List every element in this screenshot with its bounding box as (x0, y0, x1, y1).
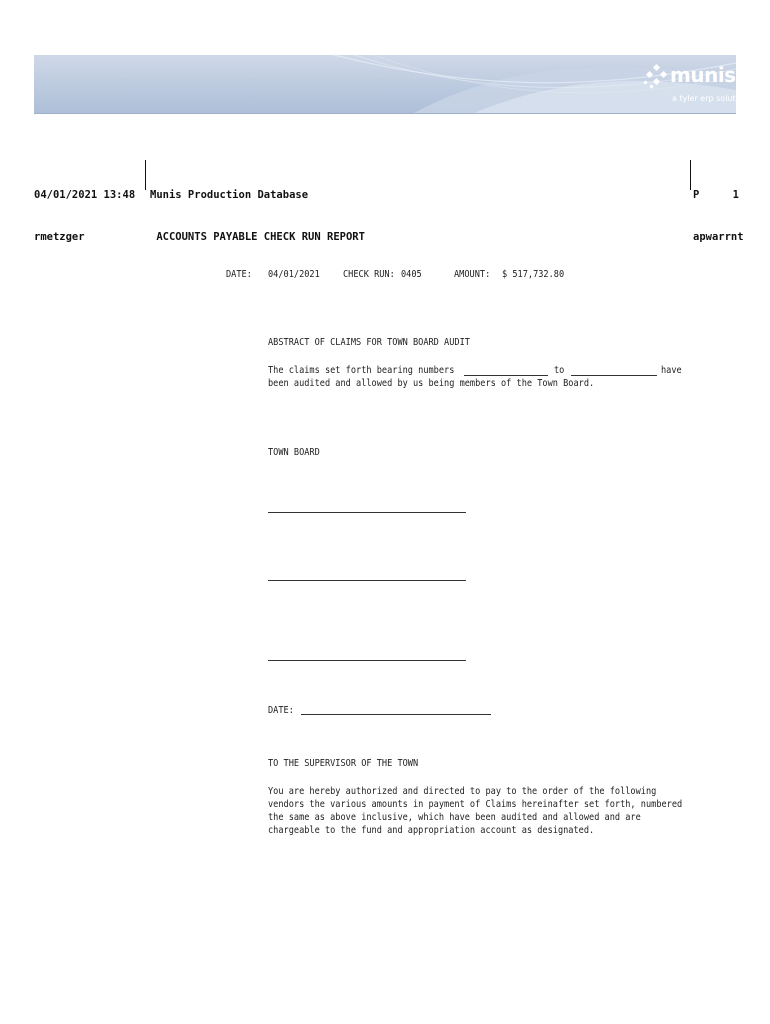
banner-wave-pattern (34, 55, 736, 113)
signature-line-2 (268, 580, 466, 581)
report-user: rmetzger (34, 231, 85, 243)
logo-wordmark: munis (670, 63, 736, 87)
claims-text-line2: been audited and allowed by us being members of the Town Board. (268, 378, 595, 389)
supervisor-text-line3: the same as above inclusive, which have been audited and allowed and are (268, 812, 641, 823)
supervisor-text-line1: You are hereby authorized and directed to pay to the order of the following (268, 786, 657, 797)
page-indicator (693, 188, 739, 202)
claims-to-number-blank (571, 375, 657, 376)
board-date-label: DATE: (268, 705, 294, 716)
signature-line-1 (268, 512, 466, 513)
database-name: Munis Production Database (150, 189, 309, 201)
check-date-value: 04/01/2021 (268, 269, 320, 280)
page-number: 1 (732, 189, 739, 201)
claims-text-have: have (661, 365, 682, 376)
abstract-title: ABSTRACT OF CLAIMS FOR TOWN BOARD AUDIT (268, 337, 470, 348)
check-run-value: 0405 (401, 269, 422, 280)
claims-from-number-blank (464, 375, 548, 376)
supervisor-text-line4: chargeable to the fund and appropriation account as designated. (268, 825, 595, 836)
supervisor-text-line2: vendors the various amounts in payment of Claims hereinafter set forth, numbered (268, 799, 683, 810)
amount-label: AMOUNT: (454, 269, 491, 280)
claims-text-part1: The claims set forth bearing numbers (268, 365, 455, 376)
program-name: apwarrnt (693, 231, 744, 243)
report-banner (34, 55, 748, 114)
page-label: P (693, 189, 700, 201)
munis-dots-logo-icon (642, 63, 670, 91)
logo-tagline: a tyler erp solution (672, 94, 748, 103)
report-header-right (690, 160, 744, 243)
signature-line-3 (268, 660, 466, 661)
check-run-label: CHECK RUN: (343, 269, 395, 280)
munis-logo (640, 61, 748, 109)
report-datetime: 04/01/2021 13:48 (34, 189, 136, 201)
report-header-middle (145, 160, 365, 243)
report-title: ACCOUNTS PAYABLE CHECK RUN REPORT (156, 231, 365, 243)
check-date-label: DATE: (226, 269, 252, 280)
supervisor-title: TO THE SUPERVISOR OF THE TOWN (268, 758, 419, 769)
town-board-title: TOWN BOARD (268, 447, 320, 458)
board-date-blank (301, 714, 491, 715)
amount-value: $ 517,732.80 (502, 269, 565, 280)
report-header-left (34, 160, 135, 258)
claims-text-to: to (554, 365, 565, 376)
